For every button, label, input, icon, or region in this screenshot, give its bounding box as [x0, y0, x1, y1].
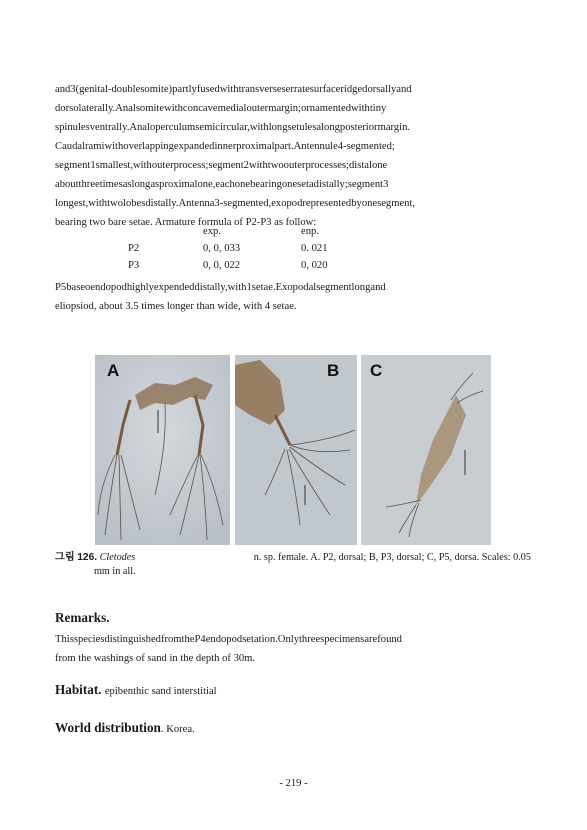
- text-line: aboutthreetimesaslongasproximalone,eachonebearingonesetadistally;segment3: [55, 179, 389, 190]
- body-paragraph-2: [55, 278, 531, 316]
- text-line: P5baseoendopodhighlyexpendeddistally,with1setae.Exopodalsegmentlongand: [55, 282, 386, 293]
- figure-caption: [55, 551, 531, 579]
- figure-panel-a: [95, 355, 230, 545]
- text-line: eliopsiod, about 3.5 times longer than wide, with 4 setae.: [55, 301, 297, 312]
- body-paragraph-1: [55, 80, 531, 232]
- enp-value: 0. 021: [301, 243, 328, 254]
- text-line: dorsolaterally.Analsomitewithconcavemedialoutermargin;ornamentedwithtiny: [55, 103, 387, 114]
- leg-label: P2: [128, 243, 140, 254]
- panel-label-b: B: [327, 361, 340, 380]
- distribution-line: [55, 720, 195, 736]
- caption-line-2: mm in all.: [94, 566, 136, 577]
- figure-panel-b: [235, 355, 357, 545]
- habitat-heading: Habitat.: [55, 682, 102, 697]
- distribution-heading: World distribution: [55, 720, 161, 735]
- text-line: ThisspeciesdistinguishedfromtheP4endopodsetation.Onlythreespecimensarefound: [55, 634, 402, 645]
- panel-label-c: C: [370, 361, 383, 380]
- exp-value: 0, 0, 033: [203, 243, 241, 254]
- text-line: Caudalramiwithoverlappingexpandedinnerproximalpart.Antennule4-segmented;: [55, 141, 395, 152]
- header-enp: enp.: [301, 226, 319, 237]
- page-number: - 219 -: [279, 778, 308, 789]
- habitat-line: [55, 682, 217, 698]
- text-line: and3(genital-doublesomite)partlyfusedwithtransverseserratesurfaceridgedorsallyand: [55, 84, 412, 95]
- header-exp: exp.: [203, 226, 221, 237]
- text-line: segment1smallest,withouterprocess;segment2withtwoouterprocesses;distalone: [55, 160, 388, 171]
- micrograph-a: [95, 355, 230, 545]
- habitat-text: epibenthic sand interstitial: [104, 686, 217, 697]
- exp-value: 0, 0, 022: [203, 260, 241, 271]
- text-line: longest,withtwolobesdistally.Antenna3-segmented,exopodrepresentedbyonesegment,: [55, 198, 416, 209]
- text-line: spinulesventrally.Analoperculumsemicircular,withlongsetulesalongposteriormargin.: [55, 122, 411, 133]
- remarks-paragraph: [55, 630, 531, 668]
- micrograph-c: [361, 355, 491, 545]
- remarks-heading: Remarks.: [55, 610, 110, 625]
- panel-label-a: A: [107, 361, 120, 380]
- caption-text: n. sp. female. A. P2, dorsal; B, P3, dorsal; C, P5, dorsa. Scales: 0.05: [253, 552, 531, 563]
- distribution-text: . Korea.: [160, 724, 195, 735]
- enp-value: 0, 020: [301, 260, 328, 271]
- text-line: bearing two bare setae. Armature formula of P2-P3 as follow:: [55, 217, 317, 228]
- figure-panel-c: [361, 355, 491, 545]
- caption-label: 그림 126. Cletodes: [55, 552, 136, 563]
- caption-genus: Cletodes: [99, 552, 136, 563]
- caption-line-1: [55, 551, 531, 565]
- leg-label: P3: [128, 260, 140, 271]
- text-line: from the washings of sand in the depth of 30m.: [55, 653, 256, 664]
- micrograph-b: [235, 355, 357, 545]
